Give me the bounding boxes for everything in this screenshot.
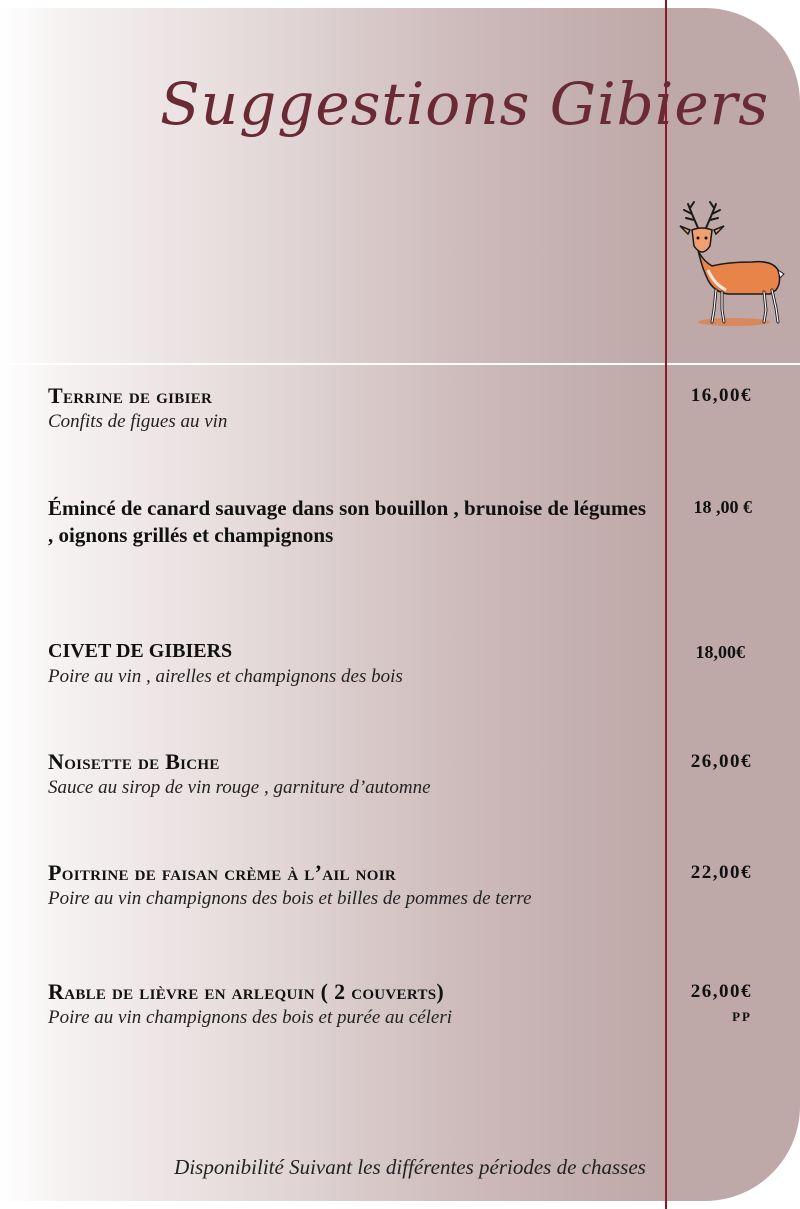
item-name: Émincé de canard sauvage dans son bouillon , brunoise de légumes , oignons grillés et champignons (48, 496, 647, 547)
item-description: Poire au vin champignons des bois et billes de pommes de terre (48, 888, 532, 909)
item-price: 26,00€ (690, 751, 752, 772)
item-description: Poire au vin champignons des bois et purée au céleri (48, 1007, 453, 1028)
price-column-line (665, 0, 667, 1209)
deer-icon (668, 198, 792, 330)
menu-item (48, 980, 658, 1030)
menu-item (48, 639, 658, 689)
page-title: Suggestions Gibiers (160, 70, 770, 138)
item-name: Terrine de gibier (48, 383, 213, 408)
item-price: 22,00€ (690, 862, 752, 883)
price-unit: pp (732, 1005, 752, 1026)
item-price (691, 980, 752, 1028)
menu-item (48, 495, 648, 549)
item-price: 18,00€ (695, 642, 745, 662)
item-description: Sauce au sirop de vin rouge , garniture d’automne (48, 777, 431, 798)
menu-item (48, 384, 658, 434)
item-name: CIVET DE GIBIERS (48, 640, 233, 662)
item-name: Noisette de Biche (48, 749, 220, 774)
header-divider (0, 363, 800, 365)
item-name: Poitrine de faisan crème à l’ail noir (48, 860, 396, 885)
price-value: 26,00€ (690, 981, 752, 1002)
availability-note: Disponibilité Suivant les différentes périodes de chasses (174, 1155, 646, 1179)
item-description: Poire au vin , airelles et champignons des bois (48, 666, 403, 687)
divider-tick (791, 363, 800, 364)
menu-item (48, 750, 658, 800)
item-price: 18 ,00 € (693, 497, 752, 517)
item-description: Confits de figues au vin (48, 411, 228, 432)
item-name: Rable de lièvre en arlequin ( 2 couverts) (48, 979, 445, 1004)
menu-item (48, 861, 658, 911)
item-price: 16,00€ (690, 385, 752, 406)
